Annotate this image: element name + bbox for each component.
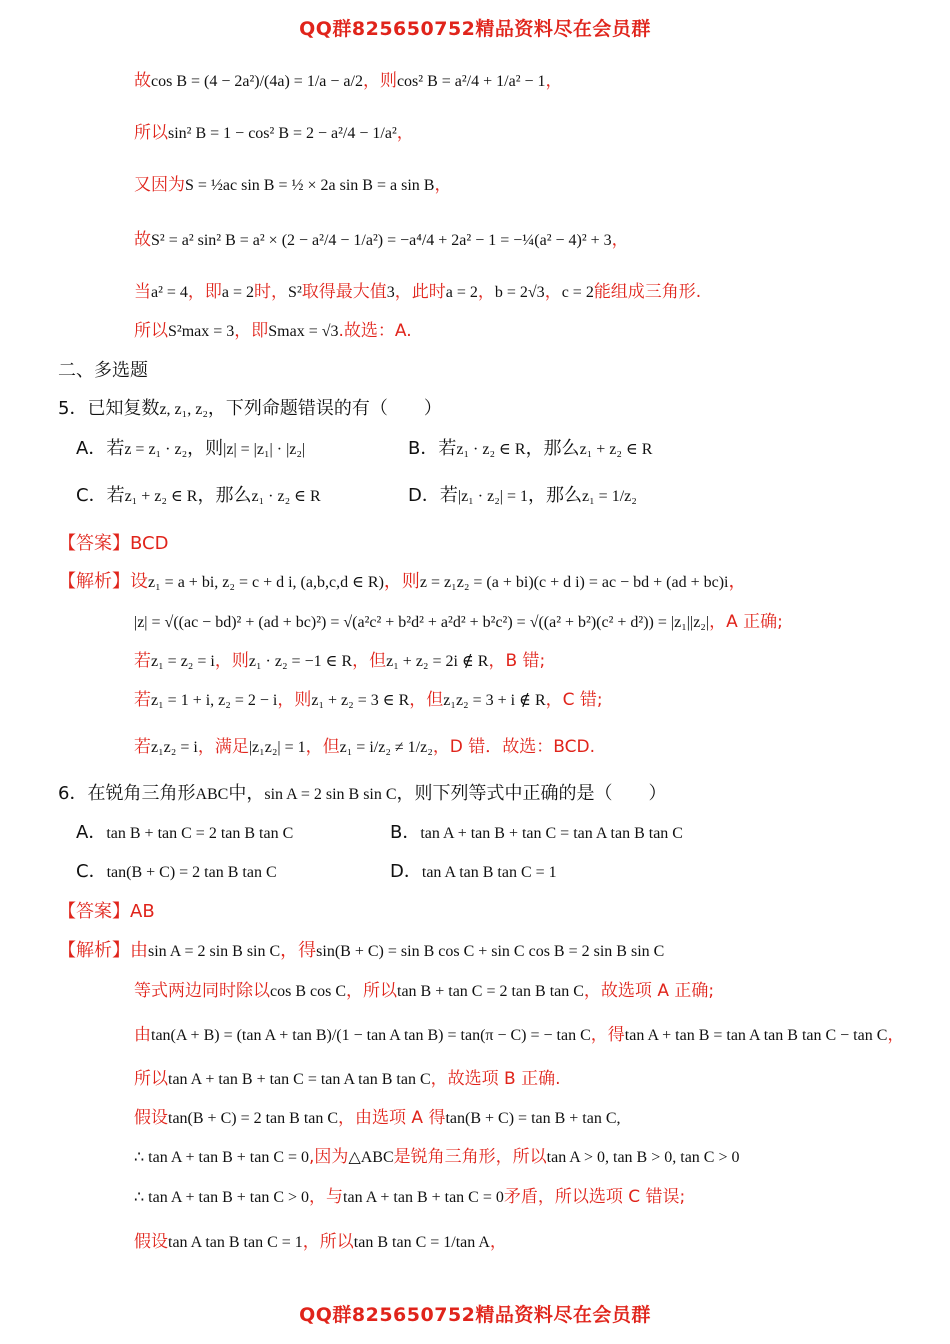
q6-analysis-line4: 所以tan A + tan B + tan C = tan A tan B tan C，故选项 B 正确. [134,1069,561,1089]
q6-analysis-line1: 【解析】由sin A = 2 sin B sin C，得sin(B + C) = sin B cos C + sin C cos B = 2 sin B sin C [58,940,665,961]
q5-option-b: B．若z₁ · z₂ ∈ R，那么z₁ + z₂ ∈ R [408,438,653,459]
q5-option-d: D．若|z₁ · z₂| = 1，那么z₁ = 1/z₂ [408,485,637,506]
solution-line-cosB: 故cos B = (4 − 2a²)/(4a) = 1/a − a/2，则cos² B = a²/4 + 1/a² − 1， [134,71,563,91]
q5-answer: 【答案】BCD [58,533,169,554]
q6-option-c: C．tan(B + C) = 2 tan B tan C [76,861,277,882]
q6-analysis-line6: ∴ tan A + tan B + tan C = 0,因为△ABC是锐角三角形，所以tan A > 0, tan B > 0, tan C > 0 [134,1147,740,1167]
q5-stem: 5．已知复数z, z₁, z₂，下列命题错误的有（ ） [58,398,442,419]
q6-analysis-line7: ∴ tan A + tan B + tan C > 0，与tan A + tan B + tan C = 0矛盾，所以选项 C 错误; [134,1187,686,1207]
q6-option-d: D．tan A tan B tan C = 1 [390,861,557,882]
q5-analysis-line5: 若z₁z₂ = i，满足|z₁z₂| = 1，但z₁ = i/z₂ ≠ 1/z₂，D 错．故选：BCD. [134,737,596,757]
solution-line-conclusion: 所以S²max = 3，即Smax = √3.故选：A. [134,321,412,341]
q5-option-a: A．若z = z₁ · z₂，则|z| = |z₁| · |z₂| [76,438,306,459]
q6-analysis-line2: 等式两边同时除以cos B cos C，所以tan B + tan C = 2 tan B tan C，故选项 A 正确; [134,981,715,1001]
solution-line-max: 当a² = 4，即a = 2时，S²取得最大值3，此时a = 2，b = 2√3，c = 2能组成三角形. [134,282,702,302]
solution-line-S2: 故S² = a² sin² B = a² × (2 − a²/4 − 1/a²) = −a⁴/4 + 2a² − 1 = −¼(a² − 4)² + 3， [134,230,629,250]
q6-answer: 【答案】AB [58,901,155,922]
q5-analysis-line4: 若z₁ = 1 + i, z₂ = 2 − i，则z₁ + z₂ = 3 ∈ R，但z₁z₂ = 3 + i ∉ R，C 错; [134,690,603,710]
q5-option-c: C．若z₁ + z₂ ∈ R，那么z₁ · z₂ ∈ R [76,485,321,506]
q5-analysis-line1: 【解析】设z₁ = a + bi, z₂ = c + d i, (a,b,c,d ∈ R)，则z = z₁z₂ = (a + bi)(c + d i) = ac − bd + (ad + bc)i， [58,571,747,592]
q6-option-b: B．tan A + tan B + tan C = tan A tan B tan C [390,822,683,843]
q5-analysis-line3: 若z₁ = z₂ = i，则z₁ · z₂ = −1 ∈ R，但z₁ + z₂ = 2i ∉ R，B 错; [134,651,546,671]
q5-analysis-line2: |z| = √((ac − bd)² + (ad + bc)²) = √(a²c² + b²d² + a²d² + b²c²) = √((a² + b²)(c² + d²)) = |z₁||z₂|，A 正确; [134,612,783,632]
q6-stem: 6．在锐角三角形ABC中，sin A = 2 sin B sin C，则下列等式中正确的是（ ） [58,783,667,804]
page-header-watermark: QQ群825650752精品资料尽在会员群 [299,18,651,40]
q6-analysis-line8: 假设tan A tan B tan C = 1，所以tan B tan C = 1/tan A， [134,1232,507,1252]
solution-line-sin2B: 所以sin² B = 1 − cos² B = 2 − a²/4 − 1/a²， [134,123,414,143]
page-footer-watermark: QQ群825650752精品资料尽在会员群 [299,1304,651,1326]
q6-option-a: A．tan B + tan C = 2 tan B tan C [76,822,294,843]
section-title: 二、多选题 [58,360,148,381]
q6-analysis-line3: 由tan(A + B) = (tan A + tan B)/(1 − tan A tan B) = tan(π − C) = − tan C，得tan A + tan B = tan A tan B tan C − tan C， [134,1025,905,1045]
solution-line-area: 又因为S = ½ac sin B = ½ × 2a sin B = a sin B， [134,175,452,195]
q6-analysis-line5: 假设tan(B + C) = 2 tan B tan C，由选项 A 得tan(B + C) = tan B + tan C, [134,1108,621,1128]
